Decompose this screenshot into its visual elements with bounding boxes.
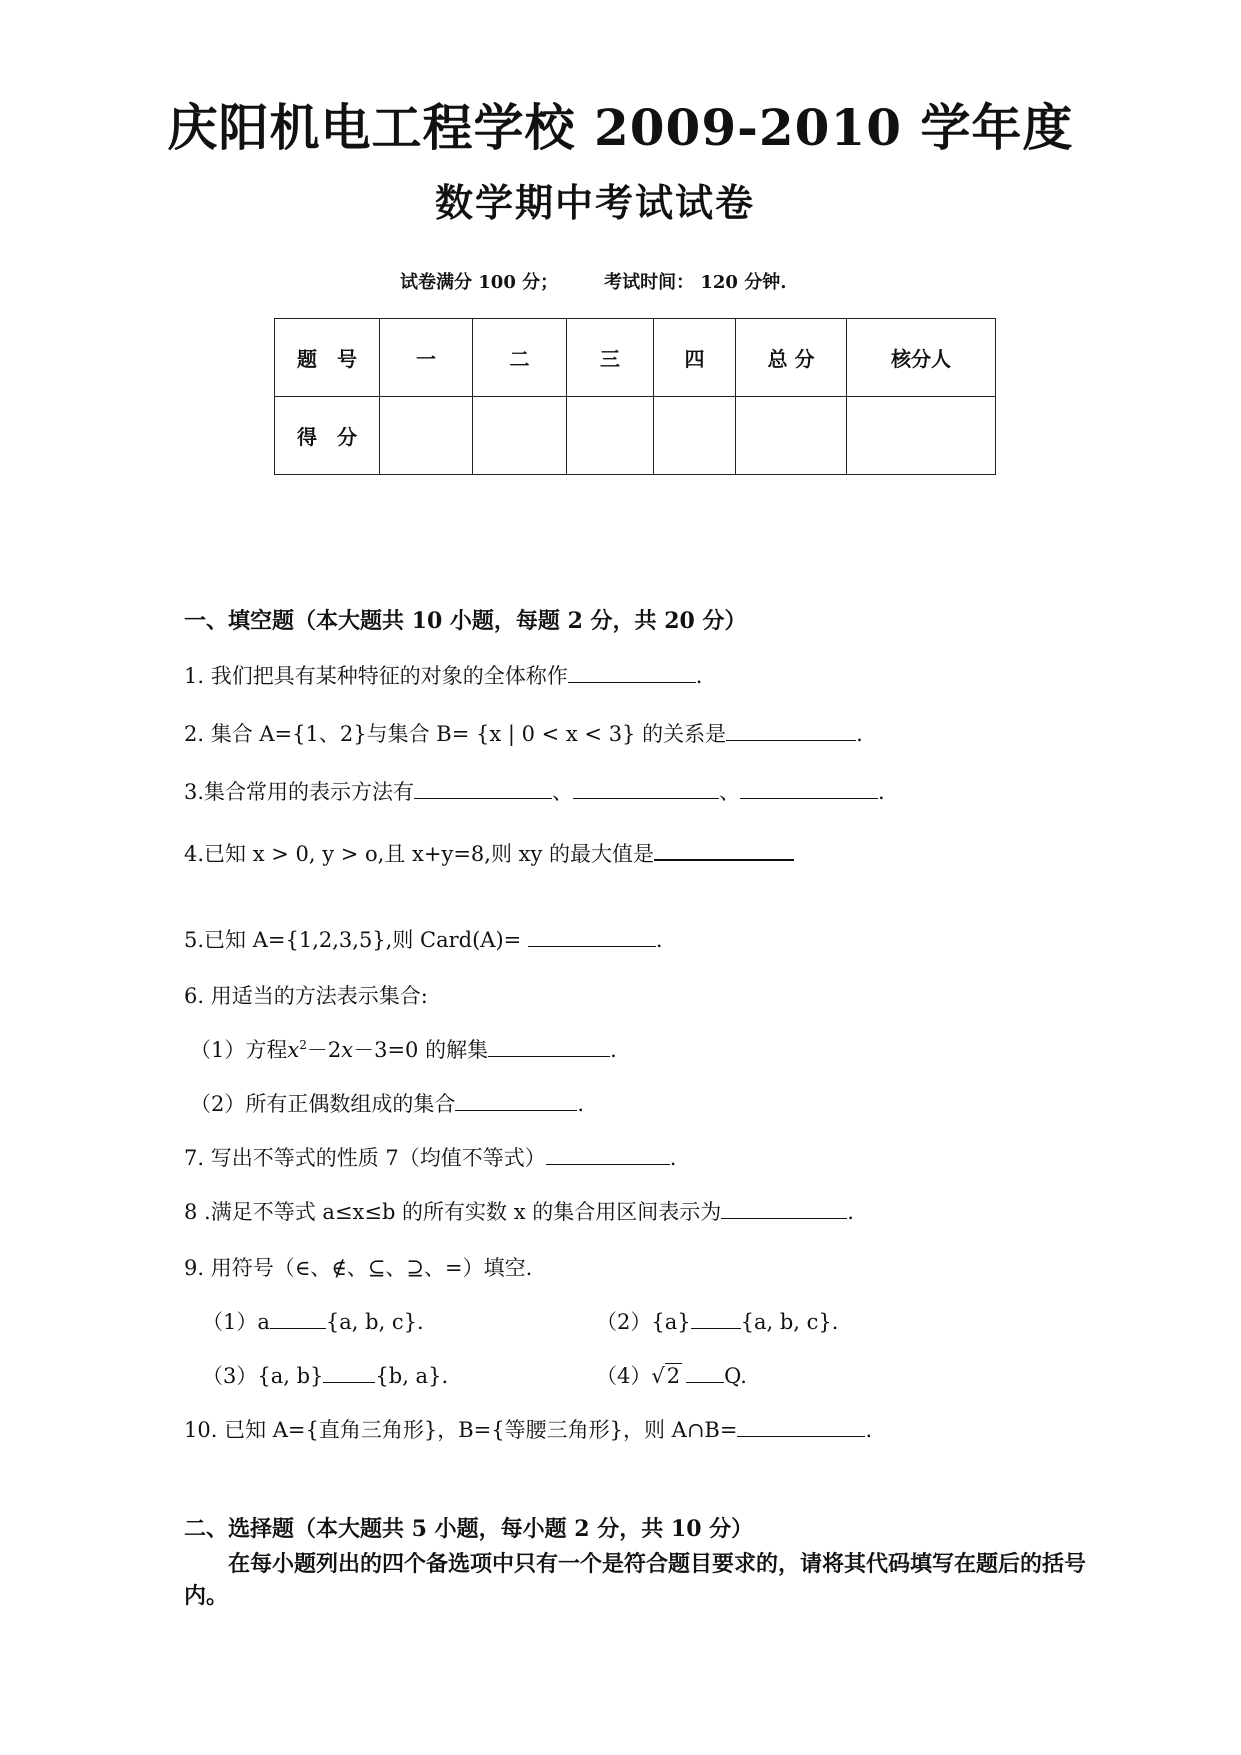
question-9-1-suffix: {a, b, c}. bbox=[325, 1310, 424, 1334]
full-score: 试卷满分 100 分； bbox=[400, 272, 559, 293]
exam-subtitle: 数学期中考试试卷 bbox=[434, 180, 755, 225]
answer-blank[interactable] bbox=[488, 1056, 610, 1057]
question-2-text: 2. 集合 A={1、2}与集合 B= {x | 0 < x < 3} 的关系是 bbox=[184, 722, 727, 746]
question-9-2-prefix: （2）{a} bbox=[596, 1310, 691, 1334]
section2-instruction: 在每小题列出的四个备选项中只有一个是符合题目要求的，请将其代码填写在题后的括号内。 bbox=[184, 1551, 1087, 1609]
header-cell-checker: 核分人 bbox=[847, 319, 996, 397]
answer-blank[interactable] bbox=[726, 740, 856, 741]
question-9-4 bbox=[596, 1360, 747, 1390]
header-cell-2: 二 bbox=[473, 319, 567, 397]
question-9-1-prefix: （1）a bbox=[202, 1310, 270, 1334]
score-table-header-row bbox=[275, 319, 996, 397]
header-cell-1: 一 bbox=[380, 319, 473, 397]
question-7-text: 7. 写出不等式的性质 7（均值不等式） bbox=[184, 1146, 546, 1170]
score-cell[interactable] bbox=[736, 397, 847, 475]
answer-blank[interactable] bbox=[546, 1164, 670, 1165]
variable-x: x bbox=[341, 1038, 354, 1062]
answer-blank[interactable] bbox=[740, 798, 878, 799]
period: . bbox=[655, 928, 663, 952]
answer-blank[interactable] bbox=[568, 682, 696, 683]
period: . bbox=[878, 780, 885, 804]
question-6-1-suffix: －3=0 的解集 bbox=[353, 1038, 489, 1062]
question-4 bbox=[184, 838, 794, 868]
score-table-score-row bbox=[275, 397, 996, 475]
question-1 bbox=[184, 660, 702, 690]
row-label-score: 得 分 bbox=[275, 397, 380, 475]
question-7 bbox=[184, 1142, 676, 1172]
score-cell[interactable] bbox=[567, 397, 654, 475]
exponent: 2 bbox=[299, 1038, 307, 1052]
answer-blank[interactable] bbox=[414, 798, 552, 799]
period: . bbox=[610, 1038, 617, 1062]
question-6-1-mid: －2 bbox=[306, 1038, 342, 1062]
question-10-text: 10. 已知 A={直角三角形}，B={等腰三角形}，则 A∩B= bbox=[184, 1418, 738, 1442]
question-9-4-suffix: Q. bbox=[724, 1364, 747, 1388]
answer-blank[interactable] bbox=[528, 946, 656, 947]
question-6-2-text: （2）所有正偶数组成的集合 bbox=[190, 1092, 456, 1116]
answer-blank[interactable] bbox=[686, 1382, 724, 1383]
answer-blank[interactable] bbox=[721, 1218, 847, 1219]
section2-title: 二、选择题（本大题共 5 小题，每小题 2 分，共 10 分） bbox=[184, 1516, 754, 1542]
header-cell-question-no: 题 号 bbox=[275, 319, 380, 397]
question-3-text: 3.集合常用的表示方法有 bbox=[184, 780, 415, 804]
answer-blank[interactable] bbox=[691, 1328, 741, 1329]
header-cell-total: 总 分 bbox=[736, 319, 847, 397]
score-cell[interactable] bbox=[847, 397, 996, 475]
question-4-text: 4.已知 x > 0, y > o,且 x+y=8,则 xy 的最大值是 bbox=[184, 842, 655, 866]
period: . bbox=[695, 664, 703, 688]
period: . bbox=[669, 1146, 677, 1170]
answer-blank[interactable] bbox=[654, 859, 794, 861]
period: . bbox=[865, 1418, 873, 1442]
variable-x: x bbox=[287, 1038, 300, 1062]
period: . bbox=[847, 1200, 854, 1224]
period: . bbox=[856, 722, 863, 746]
answer-blank[interactable] bbox=[270, 1328, 326, 1329]
question-6-1 bbox=[190, 1034, 617, 1064]
question-9-3-suffix: {b, a}. bbox=[375, 1364, 449, 1388]
header-cell-3: 三 bbox=[567, 319, 654, 397]
question-9-2-suffix: {a, b, c}. bbox=[740, 1310, 839, 1334]
question-5-text: 5.已知 A={1,2,3,5},则 Card(A)= bbox=[184, 928, 528, 952]
question-9-3-prefix: （3）{a, b} bbox=[202, 1364, 324, 1388]
score-cell[interactable] bbox=[473, 397, 567, 475]
question-9: 9. 用符号（∈、∉、⊆、⊇、=）填空. bbox=[184, 1256, 533, 1280]
question-9-3 bbox=[202, 1360, 448, 1390]
answer-blank[interactable] bbox=[573, 798, 719, 799]
question-8 bbox=[184, 1196, 854, 1226]
answer-blank[interactable] bbox=[323, 1382, 375, 1383]
separator: 、 bbox=[552, 780, 574, 804]
radicand: 2 bbox=[666, 1364, 681, 1388]
question-5 bbox=[184, 924, 663, 954]
question-10 bbox=[184, 1414, 872, 1444]
question-6-2 bbox=[190, 1088, 584, 1118]
question-9-4-prefix: （4） bbox=[596, 1364, 652, 1388]
question-8-text: 8 .满足不等式 a≤x≤b 的所有实数 x 的集合用区间表示为 bbox=[184, 1200, 722, 1224]
question-6-1-prefix: （1）方程 bbox=[190, 1038, 288, 1062]
sqrt-symbol: √2 bbox=[651, 1364, 681, 1388]
separator: 、 bbox=[719, 780, 741, 804]
question-6: 6. 用适当的方法表示集合: bbox=[184, 984, 428, 1008]
score-table bbox=[274, 318, 996, 475]
question-9-2 bbox=[596, 1306, 838, 1336]
score-cell[interactable] bbox=[380, 397, 473, 475]
question-3 bbox=[184, 776, 885, 806]
section1-title: 一、填空题（本大题共 10 小题，每题 2 分，共 20 分） bbox=[184, 608, 747, 634]
score-cell[interactable] bbox=[654, 397, 736, 475]
question-2 bbox=[184, 718, 863, 748]
answer-blank[interactable] bbox=[455, 1110, 577, 1111]
question-9-1 bbox=[202, 1306, 424, 1336]
exam-meta bbox=[400, 268, 832, 294]
question-1-text: 1. 我们把具有某种特征的对象的全体称作 bbox=[184, 664, 568, 688]
exam-time: 考试时间： 120 分钟. bbox=[604, 272, 787, 293]
period: . bbox=[577, 1092, 585, 1116]
header-cell-4: 四 bbox=[654, 319, 736, 397]
exam-title: 庆阳机电工程学校 2009-2010 学年度 bbox=[167, 98, 1074, 157]
answer-blank[interactable] bbox=[737, 1436, 865, 1437]
